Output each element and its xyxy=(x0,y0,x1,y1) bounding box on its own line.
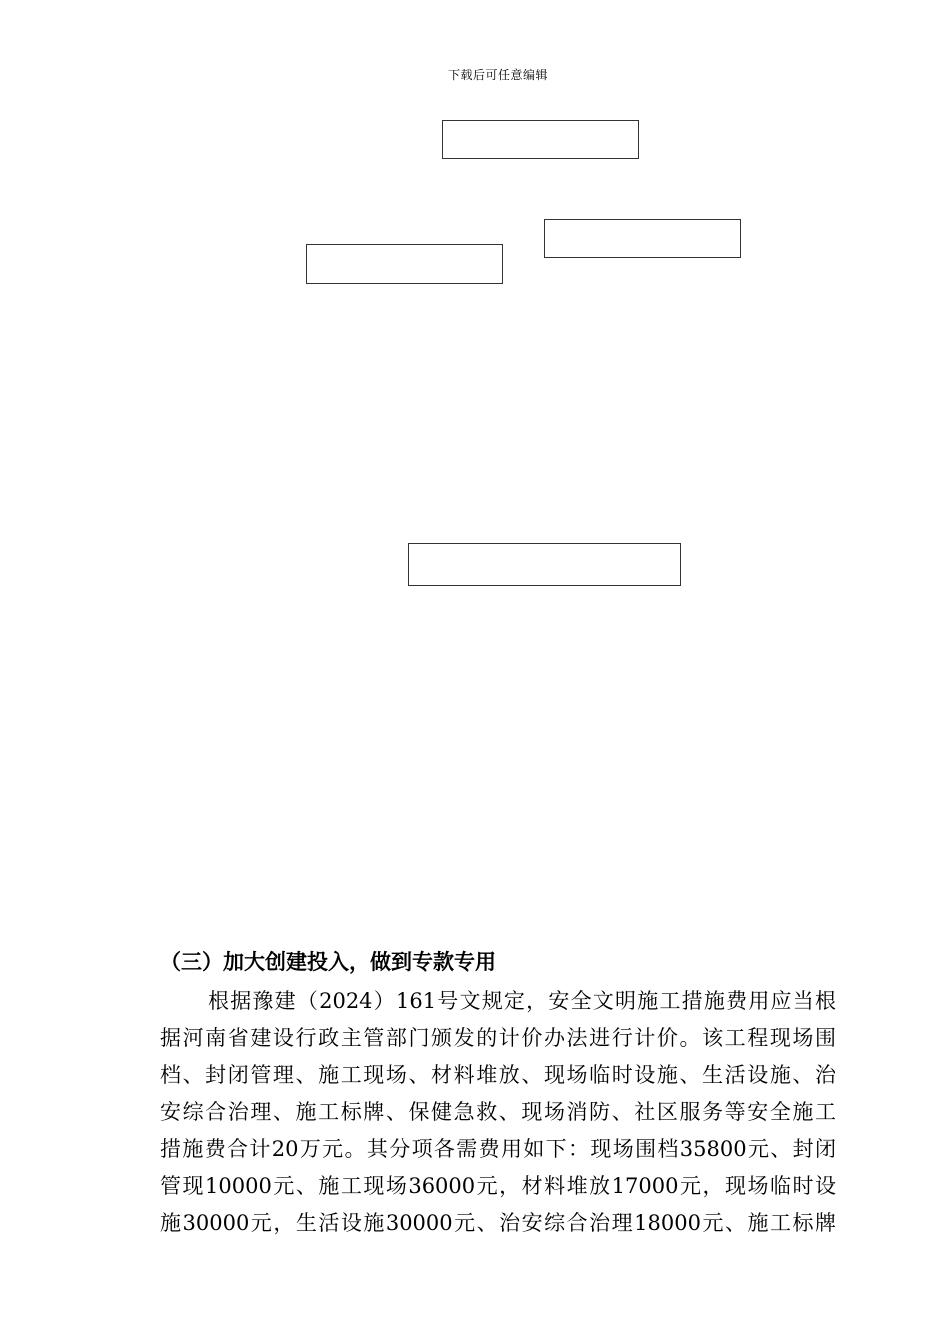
paragraph-line: 管现10000元、施工现场36000元，材料堆放17000元，现场临时设 xyxy=(160,1174,836,1198)
diagram-box-left xyxy=(306,244,503,284)
diagram-box-bottom xyxy=(408,543,681,586)
paragraph-line: 根据豫建（2024）161号文规定，安全文明施工措施费用应当根 xyxy=(208,989,836,1013)
page-header-note: 下载后可任意编辑 xyxy=(447,68,548,82)
diagram-box-right xyxy=(544,219,741,258)
diagram-box-top xyxy=(442,120,639,159)
paragraph-line: 安综合治理、施工标牌、保健急救、现场消防、社区服务等安全施工 xyxy=(160,1100,836,1124)
paragraph-line: 施30000元，生活设施30000元、治安综合治理18000元、施工标牌 xyxy=(160,1211,836,1235)
section-heading: （三）加大创建投入，做到专款专用 xyxy=(160,949,496,974)
paragraph-line: 据河南省建设行政主管部门颁发的计价办法进行计价。该工程现场围 xyxy=(160,1026,836,1050)
paragraph-line: 措施费合计20万元。其分项各需费用如下：现场围档35800元、封闭 xyxy=(160,1137,836,1161)
paragraph-line: 档、封闭管理、施工现场、材料堆放、现场临时设施、生活设施、治 xyxy=(160,1063,836,1087)
body-paragraph xyxy=(160,983,836,1242)
